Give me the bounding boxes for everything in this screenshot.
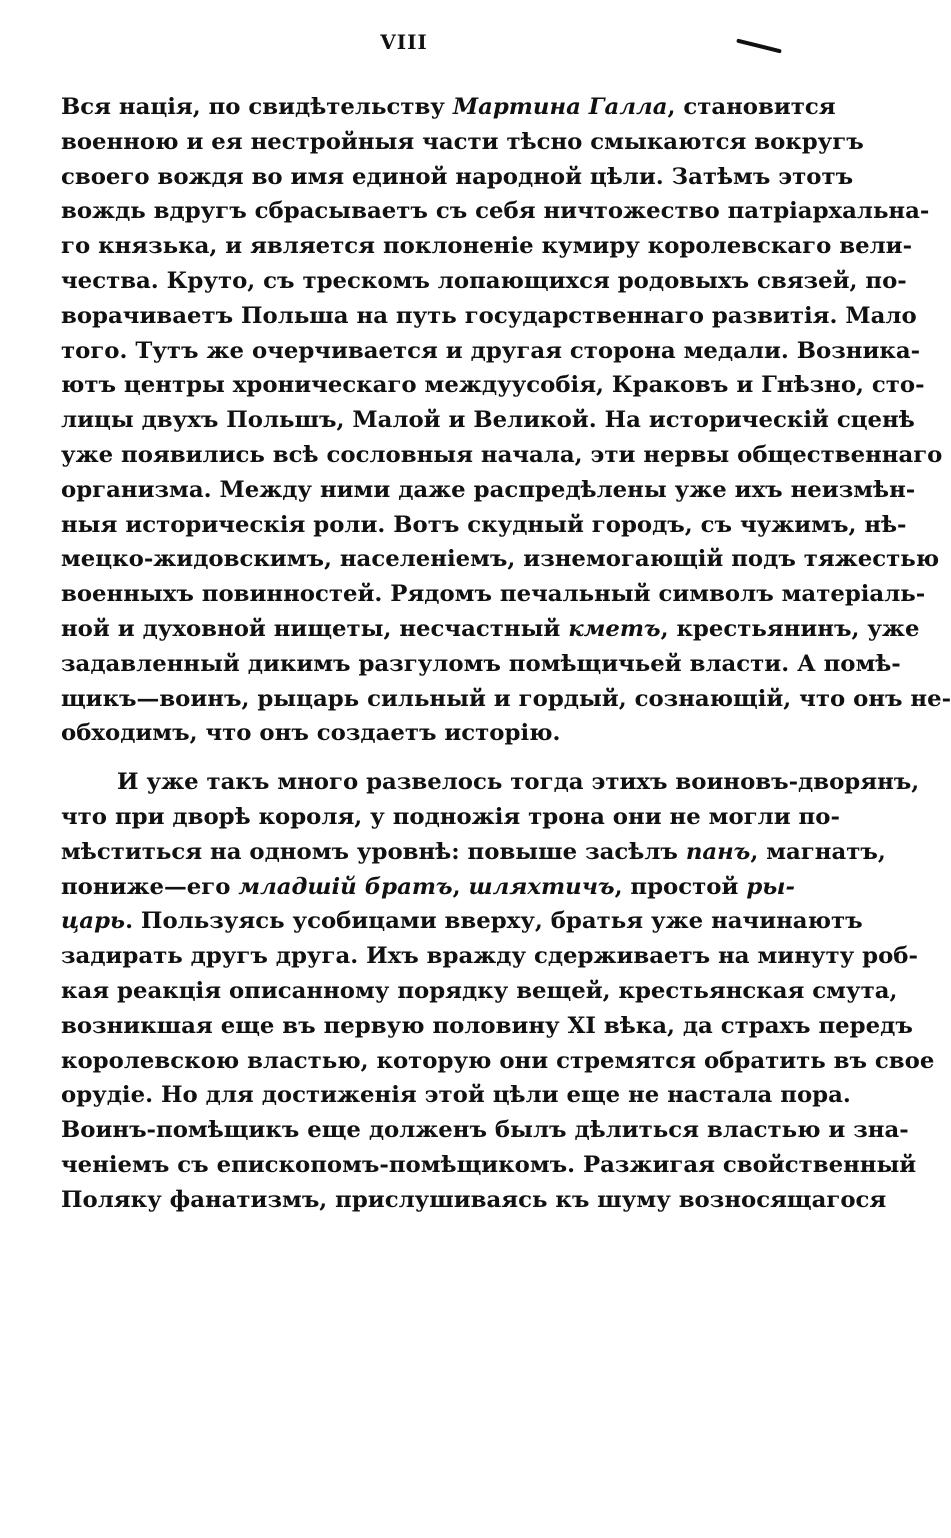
text-run: возникшая еще въ первую половину XI вѣка, да страхъ передъ — [61, 1012, 913, 1039]
text-run: лицы двухъ Польшъ, Малой и Великой. На историческій сценѣ — [61, 407, 915, 434]
text-run: ныя историческія роли. Вотъ скудный городъ, съ чужимъ, нѣ- — [61, 511, 907, 538]
text-line — [61, 368, 925, 403]
text-run: вождь вдругъ сбрасываетъ съ себя ничтожество патріархальна- — [61, 198, 930, 225]
text-line — [61, 438, 943, 473]
text-line — [61, 403, 915, 438]
text-run: мѣститься на одномъ уровнѣ: повыше засѣлъ — [61, 838, 686, 865]
text-line — [61, 264, 907, 299]
text-line — [61, 765, 920, 800]
page-number: VIII — [380, 30, 428, 54]
text-line — [61, 229, 913, 264]
text-line — [61, 612, 920, 647]
body-text — [61, 90, 951, 1218]
paragraph-gap — [61, 751, 753, 765]
text-line — [61, 870, 795, 905]
text-run: , простой — [614, 873, 747, 900]
text-line — [61, 90, 836, 125]
italic-run: младшій братъ — [238, 873, 453, 900]
text-line — [61, 716, 753, 751]
paragraph — [61, 765, 935, 1217]
text-line — [61, 1009, 913, 1044]
text-run: И уже такъ много развелось тогда этихъ воиновъ-дворянъ, — [117, 769, 920, 796]
text-run: обходимъ, что онъ создаетъ исторію. — [61, 720, 561, 747]
italic-run: кметъ — [568, 615, 661, 642]
text-run: , — [452, 873, 469, 900]
italic-run: царь — [61, 908, 126, 935]
text-run: ютъ центры хроническаго междуусобія, Краковъ и Гнѣзно, сто- — [61, 372, 925, 399]
text-line — [61, 334, 921, 369]
text-run: что при дворѣ короля, у подножія трона они не могли по- — [61, 803, 840, 830]
italic-run: ры- — [746, 873, 795, 900]
text-line — [61, 577, 926, 612]
text-run: чества. Круто, съ трескомъ лопающихся родовыхъ связей, по- — [61, 267, 907, 294]
text-line — [61, 473, 916, 508]
text-line — [61, 125, 864, 160]
text-line — [61, 1078, 851, 1113]
text-run: мецко-жидовскимъ, населеніемъ, изнемогающій подъ тяжестью — [61, 546, 940, 573]
text-run: кая реакція описанному порядку вещей, крестьянская смута, — [61, 977, 898, 1004]
text-line — [61, 1183, 887, 1218]
text-run: ной и духовной нищеты, несчастный — [61, 615, 569, 642]
italic-run: панъ — [685, 838, 751, 865]
text-run: задирать другъ друга. Ихъ вражду сдерживаетъ на минуту роб- — [61, 943, 918, 970]
text-line — [61, 1044, 935, 1079]
text-line — [61, 974, 898, 1009]
text-line — [61, 800, 840, 835]
text-run: го князька, и является поклоненіе кумиру королевскаго вели- — [61, 233, 913, 260]
paragraph — [61, 90, 951, 751]
text-run: , крестьянинъ, уже — [660, 615, 920, 642]
text-run: Воинъ-помѣщикъ еще долженъ былъ дѣлиться властью и зна- — [61, 1117, 909, 1144]
text-line — [61, 508, 907, 543]
text-run: королевскою властью, которую они стремятся обратить въ свое — [61, 1047, 935, 1074]
text-line — [61, 682, 951, 717]
text-run: ченіемъ съ епископомъ-помѣщикомъ. Разжигая свойственный — [61, 1151, 917, 1178]
text-line — [61, 904, 863, 939]
text-run: того. Тутъ же очерчивается и другая сторона медали. Возника- — [61, 337, 921, 364]
italic-run: Мартина Галла — [452, 94, 668, 120]
text-line — [61, 160, 854, 195]
text-line — [61, 939, 918, 974]
italic-run: шляхтичъ — [468, 873, 615, 900]
text-run: орудіе. Но для достиженія этой цѣли еще не настала пора. — [61, 1082, 851, 1109]
text-run: , магнатъ, — [750, 838, 886, 865]
text-run: организма. Между ними даже распредѣлены уже ихъ неизмѣн- — [61, 476, 916, 503]
text-line — [61, 1113, 909, 1148]
text-run: уже появились всѣ сословныя начала, эти нервы общественнаго — [61, 441, 943, 468]
text-run: Вся нація, по свидѣтельству — [61, 94, 453, 120]
text-run: пониже—его — [61, 873, 239, 900]
text-run: , становится — [667, 94, 836, 120]
text-run: военныхъ повинностей. Рядомъ печальный символъ матеріаль- — [61, 581, 926, 608]
text-run: щикъ—воинъ, рыцарь сильный и гордый, сознающій, что онъ не- — [61, 685, 951, 712]
text-line — [61, 835, 886, 870]
text-run: задавленный дикимъ разгуломъ помѣщичьей власти. А помѣ- — [61, 650, 901, 677]
text-line — [61, 1148, 917, 1183]
text-line — [61, 299, 917, 334]
text-line — [61, 542, 940, 577]
text-run: военною и ея нестройныя части тѣсно смыкаются вокругъ — [61, 128, 864, 155]
text-line — [61, 194, 930, 229]
text-run: . Пользуясь усобицами вверху, братья уже начинаютъ — [125, 908, 863, 935]
text-run: своего вождя во имя единой народной цѣли. Затѣмъ этотъ — [61, 163, 854, 190]
text-run: ворачиваетъ Польша на путь государственнаго развитія. Мало — [61, 302, 917, 329]
text-run: Поляку фанатизмъ, прислушиваясь къ шуму возносящагося — [61, 1186, 887, 1213]
text-line — [61, 647, 901, 682]
